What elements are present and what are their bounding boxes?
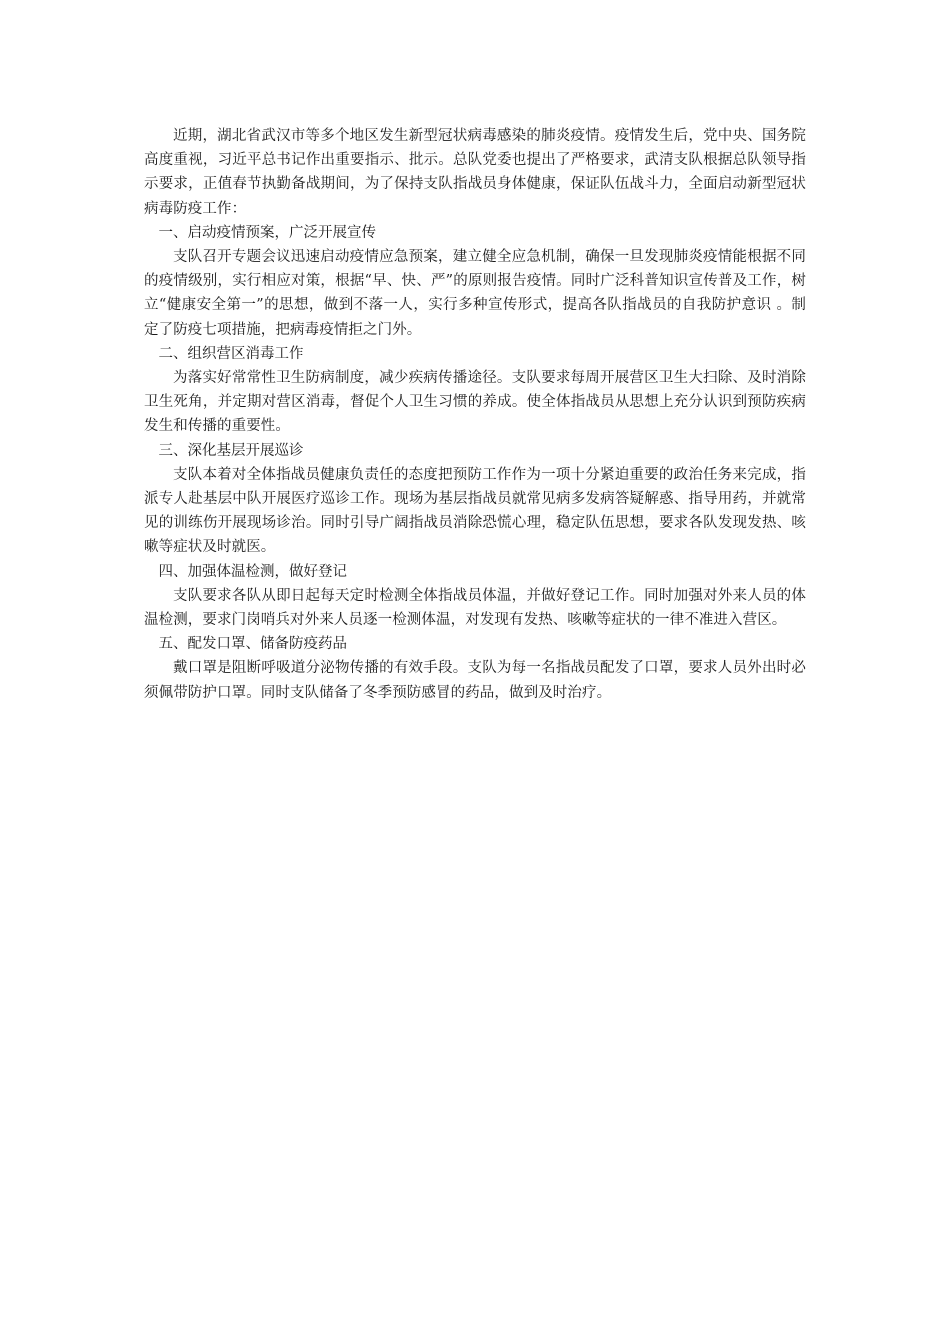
section-2-body: 为落实好常常性卫生防病制度，减少疾病传播途径。支队要求每周开展营区卫生大扫除、及时消除卫生死角，并定期对营区消毒，督促个人卫生习惯的养成。使全体指战员从思想上充分认识到预防疾病发生和传播的重要性。 <box>144 370 806 435</box>
intro-paragraph: 近期，湖北省武汉市等多个地区发生新型冠状病毒感染的肺炎疫情。疫情发生后，党中央、国务院高度重视，习近平总书记作出重要指示、批示。总队党委也提出了严格要求，武清支队根据总队领导指示要求，正值春节执勤备战期间，为了保持支队指战员身体健康，保证队伍战斗力，全面启动新型冠状病毒防疫工作： <box>144 128 806 217</box>
section-3-heading: 三、深化基层开展巡诊 <box>158 442 304 459</box>
section-4-heading: 四、加强体温检测，做好登记 <box>158 563 347 580</box>
section-1-body: 支队召开专题会议迅速启动疫情应急预案，建立健全应急机制，确保一旦发现肺炎疫情能根据不同的疫情级别，实行相应对策，根据“早、快、严”的原则报告疫情。同时广泛科普知识宣传普及工作，树立“健康安全第一”的思想，做到不落一人，实行多种宣传形式，提高各队指战员的自我防护意识 。制定了防疫七项措施，把病毒疫情拒之门外。 <box>144 249 806 338</box>
section-5-heading: 五、配发口罩、储备防疫药品 <box>158 636 347 653</box>
section-3-body: 支队本着对全体指战员健康负责任的态度把预防工作作为一项十分紧迫重要的政治任务来完成，指派专人赴基层中队开展医疗巡诊工作。现场为基层指战员就常见病多发病答疑解惑、指导用药，并就常见的训练伤开展现场诊治。同时引导广阔指战员消除恐慌心理，稳定队伍思想，要求各队发现发热、咳嗽等症状及时就医。 <box>144 466 806 556</box>
section-2-heading: 二、组织营区消毒工作 <box>158 345 304 362</box>
document-body <box>144 124 806 705</box>
section-4-body: 支队要求各队从即日起每天定时检测全体指战员体温，并做好登记工作。同时加强对外来人员的体温检测，要求门岗哨兵对外来人员逐一检测体温，对发现有发热、咳嗽等症状的一律不准进入营区。 <box>144 587 806 629</box>
section-5-body: 戴口罩是阻断呼吸道分泌物传播的有效手段。支队为每一名指战员配发了口罩，要求人员外出时必须佩带防护口罩。同时支队储备了冬季预防感冒的药品，做到及时治疗。 <box>144 660 806 701</box>
section-1-heading: 一、启动疫情预案，广泛开展宣传 <box>158 224 376 241</box>
